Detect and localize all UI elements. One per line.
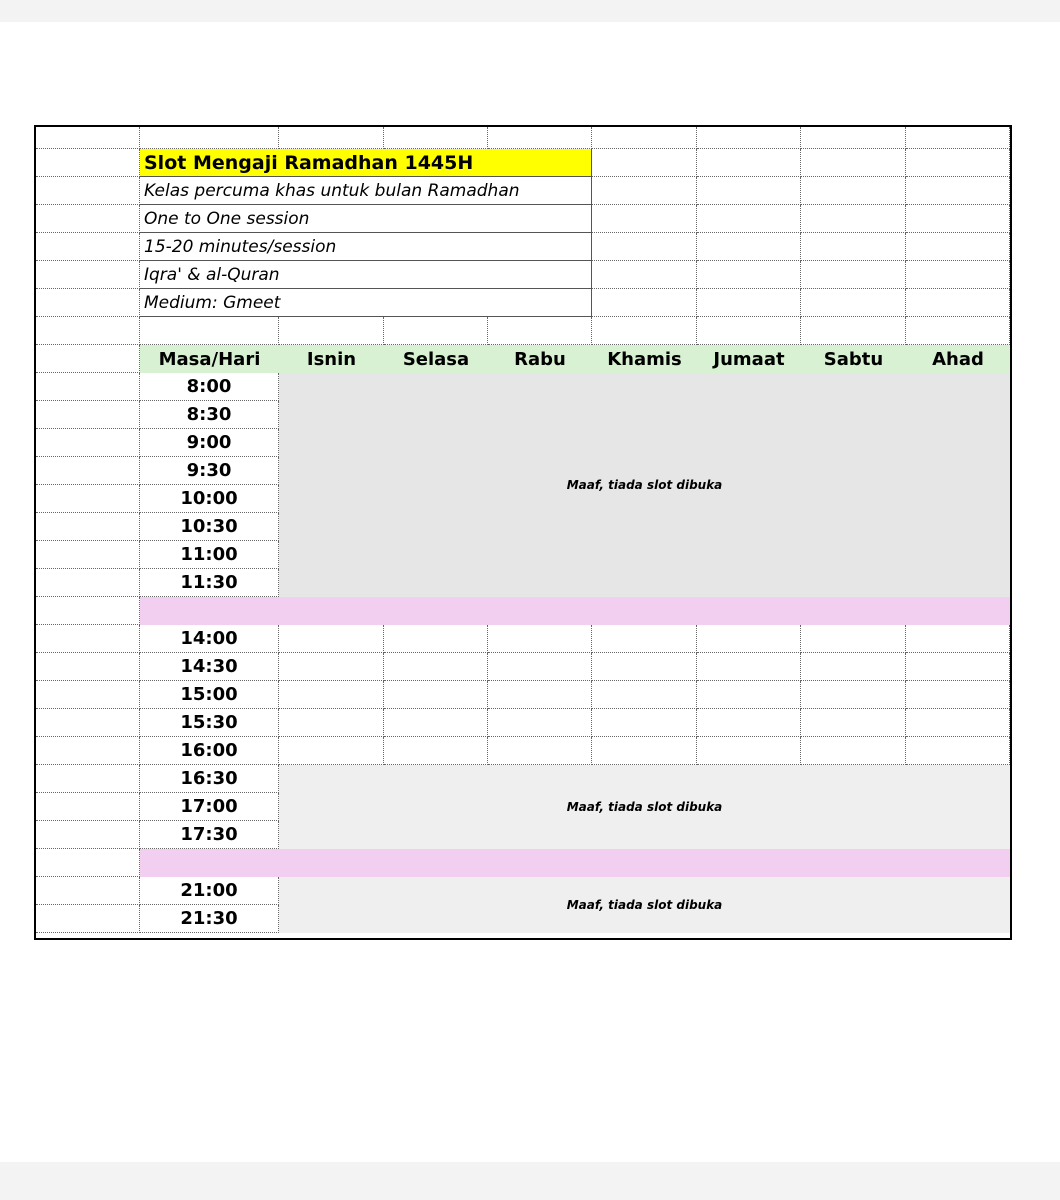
open-slot-cell[interactable] xyxy=(488,625,592,653)
open-slot-cell[interactable] xyxy=(697,737,801,765)
grid-cell xyxy=(384,317,488,345)
grid-cell xyxy=(36,765,140,793)
grid-cell xyxy=(801,261,906,289)
unavailable-block: Maaf, tiada slot dibuka xyxy=(279,765,1010,849)
open-slot-cell[interactable] xyxy=(384,737,488,765)
column-header: Selasa xyxy=(402,348,470,370)
time-slot-label: 15:30 xyxy=(140,709,279,737)
open-slot-cell[interactable] xyxy=(801,681,906,709)
grid-cell xyxy=(36,569,140,597)
time-slot-label: 9:00 xyxy=(140,429,279,457)
grid-cell xyxy=(36,233,140,261)
grid-cell xyxy=(801,127,906,149)
grid-cell xyxy=(140,127,279,149)
info-line: Iqra' & al-Quran xyxy=(140,261,592,289)
grid-cell xyxy=(36,289,140,317)
grid-cell xyxy=(36,737,140,765)
open-slot-cell[interactable] xyxy=(384,709,488,737)
grid-cell xyxy=(36,625,140,653)
grid-cell xyxy=(697,177,801,205)
grid-cell xyxy=(36,541,140,569)
open-slot-cell[interactable] xyxy=(906,681,1010,709)
grid-cell xyxy=(697,233,801,261)
grid-cell xyxy=(592,149,697,177)
grid-cell xyxy=(36,261,140,289)
time-slot-label: 17:00 xyxy=(140,793,279,821)
grid-cell xyxy=(906,205,1010,233)
grid-cell xyxy=(801,317,906,345)
info-line: 15-20 minutes/session xyxy=(140,233,592,261)
grid-cell xyxy=(36,457,140,485)
open-slot-cell[interactable] xyxy=(279,625,384,653)
grid-cell xyxy=(36,793,140,821)
time-slot-label: 10:30 xyxy=(140,513,279,541)
time-slot-label: 17:30 xyxy=(140,821,279,849)
time-slot-label: 14:30 xyxy=(140,653,279,681)
grid-cell xyxy=(36,905,140,933)
time-slot-label: 16:30 xyxy=(140,765,279,793)
grid-cell xyxy=(801,177,906,205)
grid-cell xyxy=(36,345,140,373)
column-header: Masa/Hari xyxy=(158,348,261,370)
time-slot-label: 8:00 xyxy=(140,373,279,401)
open-slot-cell[interactable] xyxy=(488,653,592,681)
grid-cell xyxy=(906,289,1010,317)
grid-cell xyxy=(592,317,697,345)
grid-cell xyxy=(697,289,801,317)
open-slot-cell[interactable] xyxy=(384,653,488,681)
open-slot-cell[interactable] xyxy=(697,625,801,653)
open-slot-cell[interactable] xyxy=(592,737,697,765)
open-slot-cell[interactable] xyxy=(279,681,384,709)
grid-cell xyxy=(592,233,697,261)
grid-cell xyxy=(36,205,140,233)
column-header: Isnin xyxy=(306,348,357,370)
grid-cell xyxy=(36,401,140,429)
grid-cell xyxy=(140,317,279,345)
unavailable-block: Maaf, tiada slot dibuka xyxy=(279,877,1010,933)
grid-cell xyxy=(697,149,801,177)
grid-cell xyxy=(906,149,1010,177)
grid-cell xyxy=(36,373,140,401)
schedule-sheet xyxy=(34,125,1012,940)
open-slot-cell[interactable] xyxy=(279,709,384,737)
grid-cell xyxy=(36,709,140,737)
grid-cell xyxy=(279,317,384,345)
grid-cell xyxy=(592,289,697,317)
open-slot-cell[interactable] xyxy=(801,625,906,653)
time-slot-label: 21:00 xyxy=(140,877,279,905)
grid-cell xyxy=(488,127,592,149)
grid-cell xyxy=(36,127,140,149)
open-slot-cell[interactable] xyxy=(592,681,697,709)
grid-cell xyxy=(801,233,906,261)
grid-cell xyxy=(36,597,140,625)
document-page xyxy=(0,22,1060,1162)
open-slot-cell[interactable] xyxy=(488,737,592,765)
grid-cell xyxy=(488,317,592,345)
open-slot-cell[interactable] xyxy=(279,653,384,681)
info-line: One to One session xyxy=(140,205,592,233)
open-slot-cell[interactable] xyxy=(488,681,592,709)
grid-cell xyxy=(697,317,801,345)
open-slot-cell[interactable] xyxy=(801,737,906,765)
grid-cell xyxy=(906,261,1010,289)
open-slot-cell[interactable] xyxy=(592,625,697,653)
grid-cell xyxy=(801,289,906,317)
grid-cell xyxy=(36,317,140,345)
grid-cell xyxy=(906,177,1010,205)
grid-cell xyxy=(36,429,140,457)
info-line: Medium: Gmeet xyxy=(140,289,592,317)
grid-cell xyxy=(906,317,1010,345)
grid-cell xyxy=(36,681,140,709)
grid-cell xyxy=(801,149,906,177)
open-slot-cell[interactable] xyxy=(906,625,1010,653)
open-slot-cell[interactable] xyxy=(488,709,592,737)
sheet-title: Slot Mengaji Ramadhan 1445H xyxy=(140,149,592,177)
grid-cell xyxy=(36,653,140,681)
open-slot-cell[interactable] xyxy=(697,709,801,737)
grid-cell xyxy=(906,233,1010,261)
grid-cell xyxy=(801,205,906,233)
grid-cell xyxy=(36,849,140,877)
grid-cell xyxy=(697,261,801,289)
grid-cell xyxy=(697,127,801,149)
open-slot-cell[interactable] xyxy=(592,653,697,681)
grid-cell xyxy=(36,149,140,177)
open-slot-cell[interactable] xyxy=(906,737,1010,765)
column-header: Jumaat xyxy=(713,348,785,370)
open-slot-cell[interactable] xyxy=(697,681,801,709)
open-slot-cell[interactable] xyxy=(384,625,488,653)
open-slot-cell[interactable] xyxy=(384,681,488,709)
time-slot-label: 16:00 xyxy=(140,737,279,765)
time-slot-label: 11:30 xyxy=(140,569,279,597)
grid-cell xyxy=(36,485,140,513)
grid-cell xyxy=(279,127,384,149)
column-header: Rabu xyxy=(514,348,566,370)
unavailable-block: Maaf, tiada slot dibuka xyxy=(279,373,1010,597)
break-row xyxy=(140,597,1010,625)
break-row xyxy=(140,849,1010,877)
time-slot-label: 15:00 xyxy=(140,681,279,709)
info-line: Kelas percuma khas untuk bulan Ramadhan xyxy=(140,177,592,205)
grid-cell xyxy=(592,177,697,205)
time-slot-label: 10:00 xyxy=(140,485,279,513)
column-header: Khamis xyxy=(607,348,682,370)
time-slot-label: 11:00 xyxy=(140,541,279,569)
open-slot-cell[interactable] xyxy=(906,653,1010,681)
open-slot-cell[interactable] xyxy=(279,737,384,765)
time-slot-label: 21:30 xyxy=(140,905,279,933)
time-slot-label: 8:30 xyxy=(140,401,279,429)
column-header: Ahad xyxy=(932,348,984,370)
grid-cell xyxy=(592,205,697,233)
time-slot-label: 9:30 xyxy=(140,457,279,485)
grid-cell xyxy=(36,177,140,205)
time-slot-label: 14:00 xyxy=(140,625,279,653)
grid-cell xyxy=(36,877,140,905)
grid-cell xyxy=(592,261,697,289)
open-slot-cell[interactable] xyxy=(592,709,697,737)
column-header: Sabtu xyxy=(823,348,884,370)
open-slot-cell[interactable] xyxy=(697,653,801,681)
grid-cell xyxy=(697,205,801,233)
grid-cell xyxy=(384,127,488,149)
grid-cell xyxy=(592,127,697,149)
open-slot-cell[interactable] xyxy=(906,709,1010,737)
grid-cell xyxy=(36,821,140,849)
open-slot-cell[interactable] xyxy=(801,709,906,737)
open-slot-cell[interactable] xyxy=(801,653,906,681)
grid-cell xyxy=(36,513,140,541)
grid-cell xyxy=(906,127,1010,149)
